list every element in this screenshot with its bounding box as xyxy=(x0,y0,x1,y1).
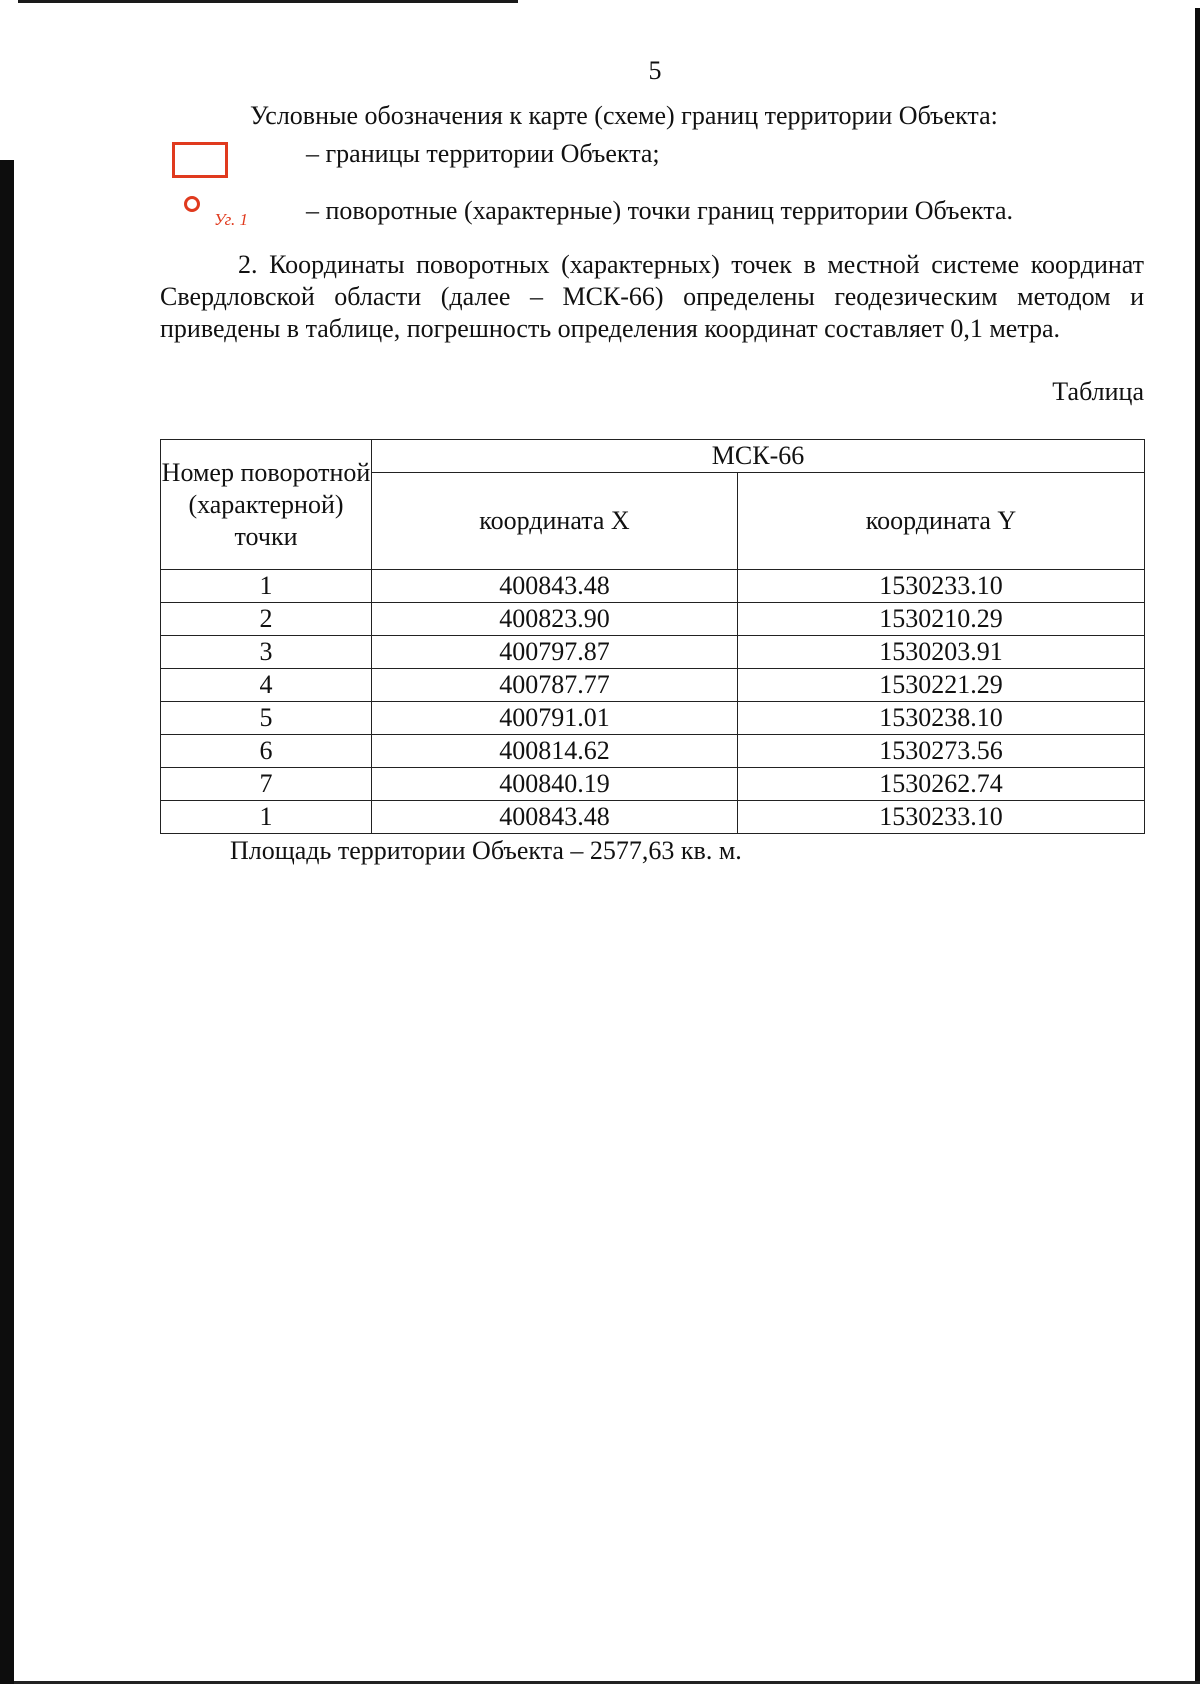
cell-point: 6 xyxy=(161,735,372,768)
cell-y: 1530203.91 xyxy=(738,636,1145,669)
header-y-label: координата Y xyxy=(865,506,1017,535)
table-row xyxy=(161,669,1145,702)
cell-y: 1530238.10 xyxy=(738,702,1145,735)
turning-point-symbol-label: Уг. 1 xyxy=(214,210,248,229)
table-row xyxy=(161,636,1145,669)
cell-x: 400791.01 xyxy=(372,702,738,735)
page-number: 5 xyxy=(648,56,662,85)
table-row xyxy=(161,702,1145,735)
cell-point: 4 xyxy=(161,669,372,702)
coordinates-paragraph: 2. Координаты поворотных (характерных) точек в местной системе координат Свердловской области (далее – МСК-66) определены геодезическим методом и приведены в таблице, погрешность определения координат составляет 0,1 метра. xyxy=(160,250,1144,343)
table-caption: Таблица xyxy=(1052,377,1144,406)
legend-title: Условные обозначения к карте (схеме) границ территории Объекта: xyxy=(250,101,998,130)
area-text: Площадь территории Объекта – 2577,63 кв. м. xyxy=(230,836,742,865)
cell-x: 400843.48 xyxy=(372,570,738,603)
cell-x: 400823.90 xyxy=(372,603,738,636)
table-row xyxy=(161,768,1145,801)
legend-item-text: – поворотные (характерные) точки границ территории Объекта. xyxy=(306,196,1014,225)
scan-edge-top xyxy=(18,0,518,3)
cell-point: 7 xyxy=(161,768,372,801)
cell-point: 3 xyxy=(161,636,372,669)
cell-y: 1530262.74 xyxy=(738,768,1145,801)
cell-point: 1 xyxy=(161,570,372,603)
header-x-label: координата X xyxy=(479,506,630,535)
cell-point: 2 xyxy=(161,603,372,636)
table-row xyxy=(161,570,1145,603)
cell-x: 400797.87 xyxy=(372,636,738,669)
header-coordinate-system: МСК-66 xyxy=(372,440,1145,473)
cell-y: 1530273.56 xyxy=(738,735,1145,768)
cell-point: 1 xyxy=(161,801,372,834)
legend-item-boundary xyxy=(160,139,1120,183)
coordinates-table xyxy=(160,439,1145,834)
table-row xyxy=(161,603,1145,636)
cell-y: 1530233.10 xyxy=(738,801,1145,834)
cell-x: 400814.62 xyxy=(372,735,738,768)
header-x xyxy=(372,473,738,570)
table-row xyxy=(161,801,1145,834)
boundary-box-icon xyxy=(172,142,228,178)
cell-point: 5 xyxy=(161,702,372,735)
turning-point-circle-icon xyxy=(184,196,200,212)
cell-y: 1530233.10 xyxy=(738,570,1145,603)
cell-y: 1530210.29 xyxy=(738,603,1145,636)
header-point-number: Номер поворотной (характерной) точки xyxy=(161,440,372,570)
cell-x: 400843.48 xyxy=(372,801,738,834)
scan-edge-left xyxy=(0,160,14,1684)
cell-x: 400840.19 xyxy=(372,768,738,801)
cell-y: 1530221.29 xyxy=(738,669,1145,702)
legend-item-text: – границы территории Объекта; xyxy=(306,139,660,168)
header-y xyxy=(738,473,1145,570)
legend-item-turning-point xyxy=(160,196,1120,240)
scan-edge-right xyxy=(1195,8,1200,1684)
cell-x: 400787.77 xyxy=(372,669,738,702)
table-row xyxy=(161,735,1145,768)
